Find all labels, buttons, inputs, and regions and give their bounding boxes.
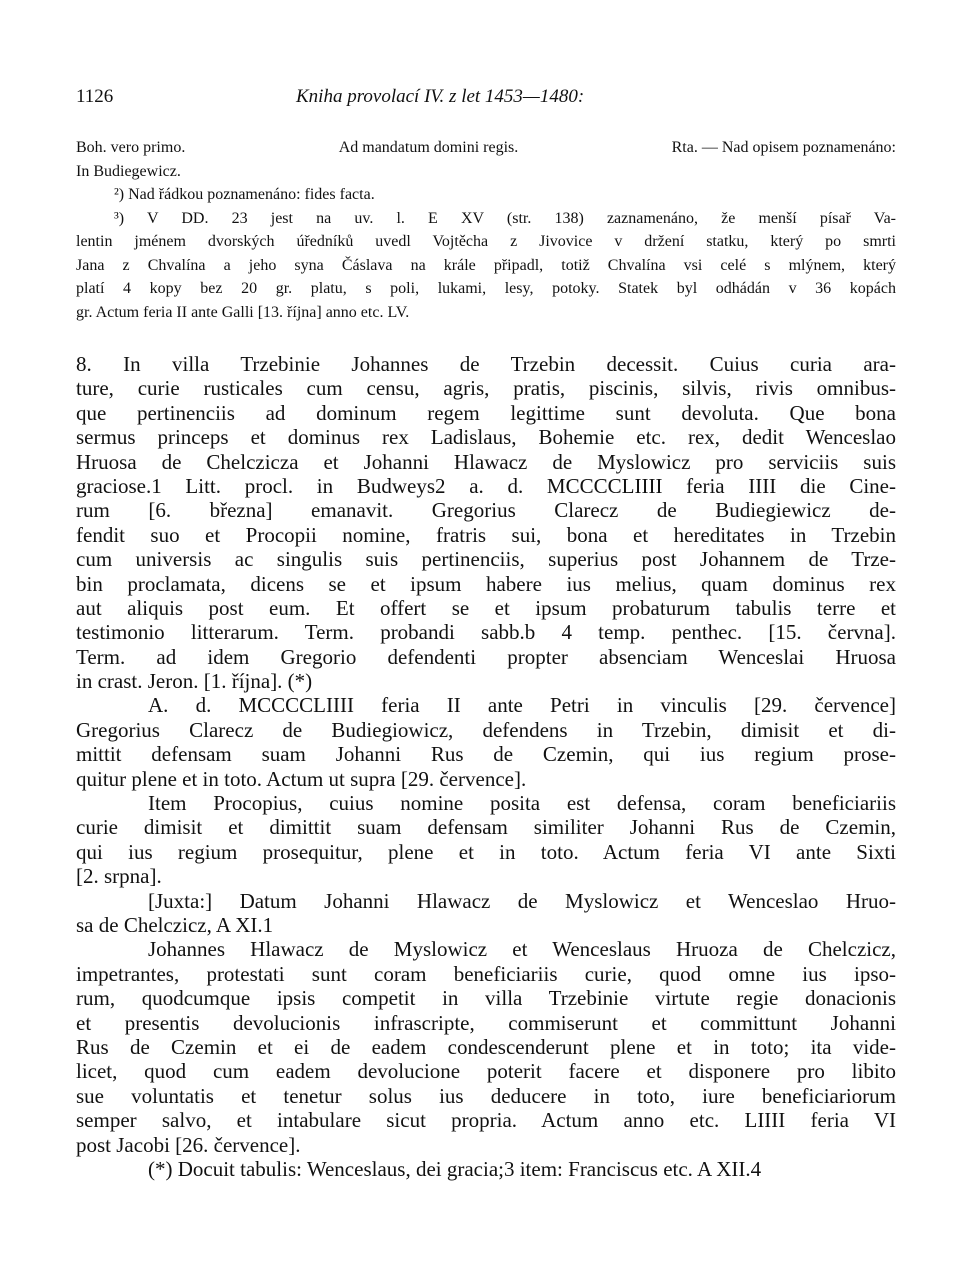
text-line: que pertinenciis ad dominum regem legittime sunt devoluta. Que bona [76, 400, 896, 425]
note-right: Rta. — Nad opisem poznamenáno: [671, 139, 896, 156]
text-line: Johannes Hlawacz de Myslowicz et Wenceslaus Hruoza de Chelczicz, [148, 937, 896, 962]
note-line: gr. Actum feria II ante Galli [13. října] anno etc. LV. [76, 303, 410, 321]
text-line: in crast. Jeron. [1. října]. (*) [76, 669, 313, 694]
text-line: (*) Docuit tabulis: Wenceslaus, dei gracia;3 item: Franciscus etc. A XII.4 [148, 1156, 762, 1181]
text-line: qui ius regium prosequitur, plene et in toto. Actum feria VI ante Sixti [76, 839, 896, 864]
text-line: [Juxta:] Datum Johanni Hlawacz de Myslowicz et Wenceslao Hruo- [148, 888, 896, 913]
running-title: Kniha provolací IV. z let 1453—1480: [296, 86, 585, 107]
running-head [76, 86, 896, 110]
text-line: Item Procopius, cuius nomine posita est defensa, coram beneficiariis [148, 791, 896, 816]
text-line: curie dimisit et dimittit suam defensam similiter Johanni Rus de Czemin, [76, 815, 896, 840]
text-line: aut aliquis post eum. Et offert se et ipsum probaturum tabulis terre et [76, 595, 896, 620]
text-line: impetrantes, protestati sunt coram beneficiariis curie, quod omne ius ipso- [76, 961, 896, 986]
text-line: A. d. MCCCCLIIII feria II ante Petri in vinculis [29. července] [148, 693, 896, 718]
text-line: licet, quod cum eadem devolucione poterit facere et disponere pro libito [76, 1059, 896, 1084]
text-line: sue voluntatis et tenetur solus ius deducere in toto, iure beneficiariorum [76, 1083, 896, 1108]
text-line: 8. In villa Trzebinie Johannes de Trzebin decessit. Cuius curia ara- [76, 352, 896, 376]
text-line: Rus de Czemin et ei de eadem condescenderunt plene et in toto; ita vide- [76, 1034, 896, 1059]
footnote-block [76, 136, 896, 324]
note-line: platí 4 kopy bez 20 gr. platu, s poli, lukami, lesy, potoky. Statek byl odhádán v 36 kopách [76, 280, 896, 297]
text-line: ture, curie rusticales cum censu, agris, pratis, piscinis, silvis, rivis omnibus- [76, 376, 896, 401]
text-line: semper salvo, et intabulare sicut propria. Actum anno etc. LIIII feria VI [76, 1108, 896, 1133]
text-line: rum [6. března] emanavit. Gregorius Clarecz de Budiegiewicz de- [76, 498, 896, 523]
text-line: mittit defensam suam Johanni Rus de Czemin, qui ius regium prose- [76, 742, 896, 767]
text-line: graciose.1 Litt. procl. in Budweys2 a. d. MCCCCLIIII feria IIII die Cine- [76, 473, 896, 498]
text-line: fendit suo et Procopii nomine, fratris sui, bona et hereditates in Trzebin [76, 522, 896, 547]
text-line: post Jacobi [26. července]. [76, 1132, 301, 1157]
text-line: bin proclamata, dicens se et ipsum habere ius melius, quam dominus rex [76, 571, 896, 596]
note-line: lentin jménem dvorských úředníků uvedl Vojtěcha z Jivovice v držení statku, který po smrti [76, 233, 896, 250]
note-line: ²) Nad řádkou poznamenáno: fides facta. [114, 186, 375, 203]
note-line: ³) V DD. 23 jest na uv. l. E XV (str. 138) zaznamenáno, že menší písař Va- [114, 209, 896, 227]
text-line: quitur plene et in toto. Actum ut supra [29. července]. [76, 766, 527, 791]
text-line: Gregorius Clarecz de Budiegiowicz, defendens in Trzebin, dimisit et di- [76, 717, 896, 742]
note-left: Boh. vero primo. [76, 139, 186, 156]
text-line: sa de Chelczicz, A XI.1 [76, 912, 274, 937]
text-line: sermus princeps et dominus rex Ladislaus, Bohemie etc. rex, dedit Wenceslao [76, 425, 896, 450]
note-line: In Budiegewicz. [76, 162, 181, 180]
text-line: [2. srpna]. [76, 864, 162, 889]
text-line: Hruosa de Chelczicza et Johanni Hlawacz de Myslowicz pro serviciis suis [76, 449, 896, 474]
text-line: rum, quodcumque ipsis competit in villa Trzebinie virtute regie donacionis [76, 986, 896, 1011]
note-middle: Ad mandatum domini regis. [338, 139, 519, 156]
page-number: 1126 [76, 86, 114, 107]
note-line-first [76, 136, 896, 160]
text-line: testimonio litterarum. Term. probandi sabb.b 4 temp. penthec. [15. června]. [76, 620, 896, 645]
text-line: Term. ad idem Gregorio defendenti propter absenciam Wenceslai Hruosa [76, 644, 896, 669]
note-line: Jana z Chvalína a jeho syna Čáslava na krále připadl, totiž Chvalína vsi celé s mlýnem, který [76, 256, 896, 274]
main-text [76, 352, 896, 1181]
text-line: et presentis devolucionis infrascripte, commiserunt et committunt Johanni [76, 1010, 896, 1035]
text-line: cum universis ac singulis suis pertinenciis, superius post Johannem de Trze- [76, 547, 896, 572]
